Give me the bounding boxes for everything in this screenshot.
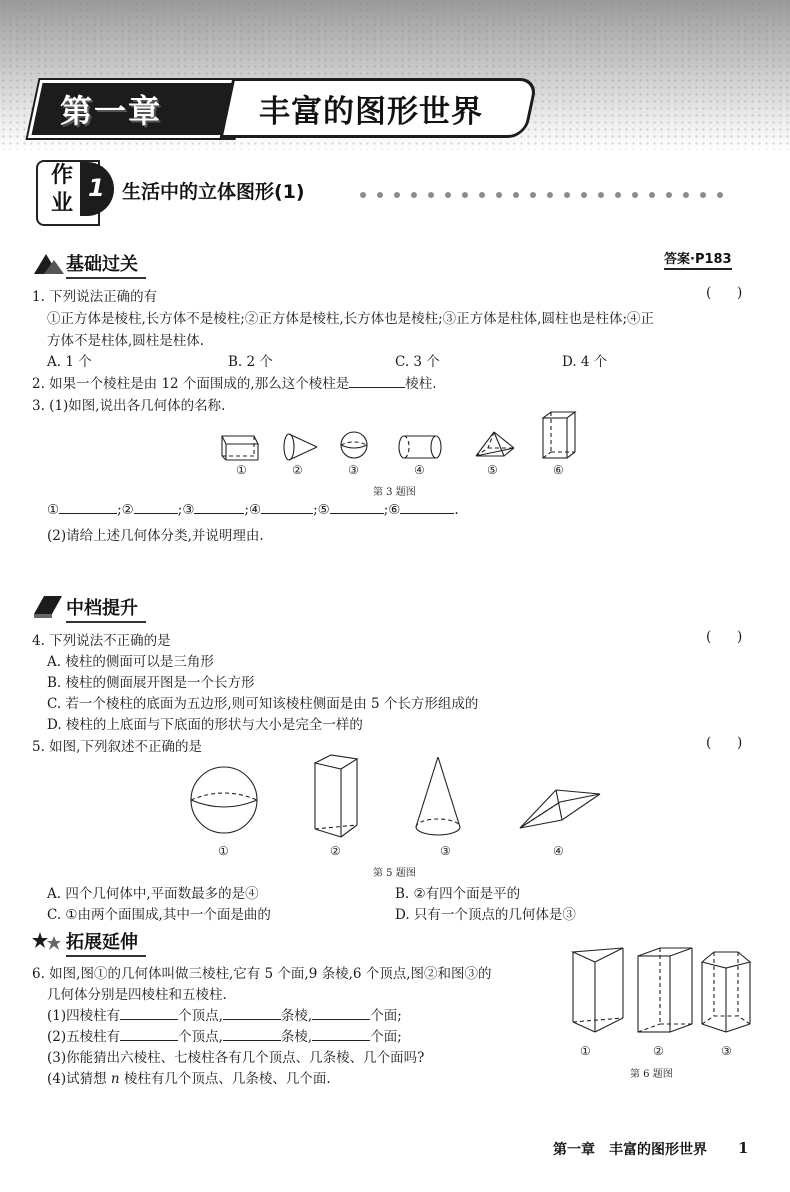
q2-blank[interactable] <box>349 387 405 388</box>
figure-triangular-prism-lying <box>518 782 602 834</box>
book-icon <box>32 592 64 620</box>
q6-fig-label-2: ② <box>653 1044 664 1058</box>
q5-option-a: A. 四个几何体中,平面数最多的是④ <box>47 886 259 902</box>
footer-chapter: 第一章 丰富的图形世界 <box>553 1142 707 1158</box>
figure-cuboid-upright <box>541 410 577 460</box>
q3-fig-label-3: ③ <box>348 463 359 477</box>
answer-reference: 答案·P183 <box>664 248 732 270</box>
q6-line2: 几何体分别是四棱柱和五棱柱. <box>47 987 227 1003</box>
q3-stem: 3. (1)如图,说出各几何体的名称. <box>32 398 226 414</box>
figure-pentagonal-prism-q6 <box>700 950 752 1036</box>
mountain-icon <box>32 248 64 276</box>
q1-option-c: C. 3 个 <box>395 354 440 370</box>
q6-fig-label-1: ① <box>580 1044 591 1058</box>
homework-label: 作业 <box>50 163 73 216</box>
q3-fig-label-6: ⑥ <box>553 463 564 477</box>
decorative-dots <box>360 186 760 196</box>
chapter-banner <box>34 76 532 136</box>
q1-option-b: B. 2 个 <box>228 354 273 370</box>
figure-triangular-prism <box>218 432 262 462</box>
q3-fig-label-4: ④ <box>414 463 425 477</box>
q4-stem: 4. 下列说法不正确的是 <box>32 633 171 649</box>
q5-caption: 第 5 题图 <box>373 868 416 879</box>
q5-option-c: C. ①由两个面围成,其中一个面是曲的 <box>47 907 271 923</box>
homework-badge <box>36 160 116 226</box>
figure-sphere <box>340 430 370 462</box>
q4-option-d: D. 棱柱的上底面与下底面的形状与大小是完全一样的 <box>47 717 363 733</box>
figure-quadrangular-prism-q6 <box>636 946 694 1036</box>
homework-number: 1 <box>88 174 105 202</box>
q4-answer-paren[interactable]: ( ) <box>706 629 743 645</box>
q5-fig-label-1: ① <box>218 844 229 858</box>
chapter-title: 丰富的图形世界 <box>259 94 483 130</box>
q6-part1: (1)四棱柱有 个顶点, 条棱, 个面; <box>47 1008 402 1024</box>
figure-cylinder-horizontal <box>398 434 444 460</box>
q5-fig-label-4: ④ <box>553 844 564 858</box>
q4-option-c: C. 若一个棱柱的底面为五边形,则可知该棱柱侧面是由 5 个长方形组成的 <box>47 696 479 712</box>
q4-option-a: A. 棱柱的侧面可以是三角形 <box>47 654 214 670</box>
lesson-title: 生活中的立体图形(1) <box>122 181 305 203</box>
q3-part2: (2)请给上述几何体分类,并说明理由. <box>47 528 264 544</box>
q6-caption: 第 6 题图 <box>630 1069 673 1080</box>
figure-sphere-large <box>190 766 260 836</box>
figure-triangular-prism-q6 <box>571 946 627 1036</box>
figure-cone-horizontal <box>283 432 323 462</box>
q6-fig-label-3: ③ <box>721 1044 732 1058</box>
q5-option-d: D. 只有一个顶点的几何体是③ <box>395 907 576 923</box>
q3-fig-label-2: ② <box>292 463 303 477</box>
figure-pyramid <box>474 430 518 460</box>
q4-option-b: B. 棱柱的侧面展开图是一个长方形 <box>47 675 255 691</box>
chapter-number: 第一章 <box>60 92 163 130</box>
q3-fig-label-1: ① <box>236 463 247 477</box>
q5-fig-label-2: ② <box>330 844 341 858</box>
q5-option-b: B. ②有四个面是平的 <box>395 886 521 902</box>
q6-line1: 6. 如图,图①的几何体叫做三棱柱,它有 5 个面,9 条棱,6 个顶点,图②和图③的 <box>32 966 492 982</box>
q6-part2: (2)五棱柱有 个顶点, 条棱, 个面; <box>47 1029 402 1045</box>
q5-fig-label-3: ③ <box>440 844 451 858</box>
q3-caption: 第 3 题图 <box>373 487 416 498</box>
q1-answer-paren[interactable]: ( ) <box>706 285 743 301</box>
q2-text: 2. 如果一个棱柱是由 12 个面围成的,那么这个棱柱是 棱柱. <box>32 376 437 392</box>
figure-triangular-prism-upright <box>313 755 359 841</box>
stars-icon <box>32 926 64 954</box>
figure-cone-upright <box>414 755 464 839</box>
q1-statement-line2: 方体不是柱体,圆柱是柱体. <box>47 333 205 349</box>
q3-fig-label-5: ⑤ <box>487 463 498 477</box>
q5-answer-paren[interactable]: ( ) <box>706 735 743 751</box>
q6-part4: (4)试猜想 n 棱柱有几个顶点、几条棱、几个面. <box>47 1071 331 1087</box>
q1-stem: 1. 下列说法正确的有 <box>32 289 158 305</box>
q1-option-a: A. 1 个 <box>47 354 92 370</box>
q1-statement-line1: ①正方体是棱柱,长方体不是棱柱;②正方体是棱柱,长方体也是棱柱;③正方体是柱体,圆柱也是柱体;④正 <box>47 311 655 327</box>
q1-option-d: D. 4 个 <box>562 354 608 370</box>
q3-answer-blanks: ① ;② ;③ ;④ ;⑤ ;⑥ . <box>47 502 459 518</box>
page-number: 1 <box>738 1139 749 1157</box>
q6-part3: (3)你能猜出六棱柱、七棱柱各有几个顶点、几条棱、几个面吗? <box>47 1050 425 1066</box>
q5-stem: 5. 如图,下列叙述不正确的是 <box>32 739 202 755</box>
